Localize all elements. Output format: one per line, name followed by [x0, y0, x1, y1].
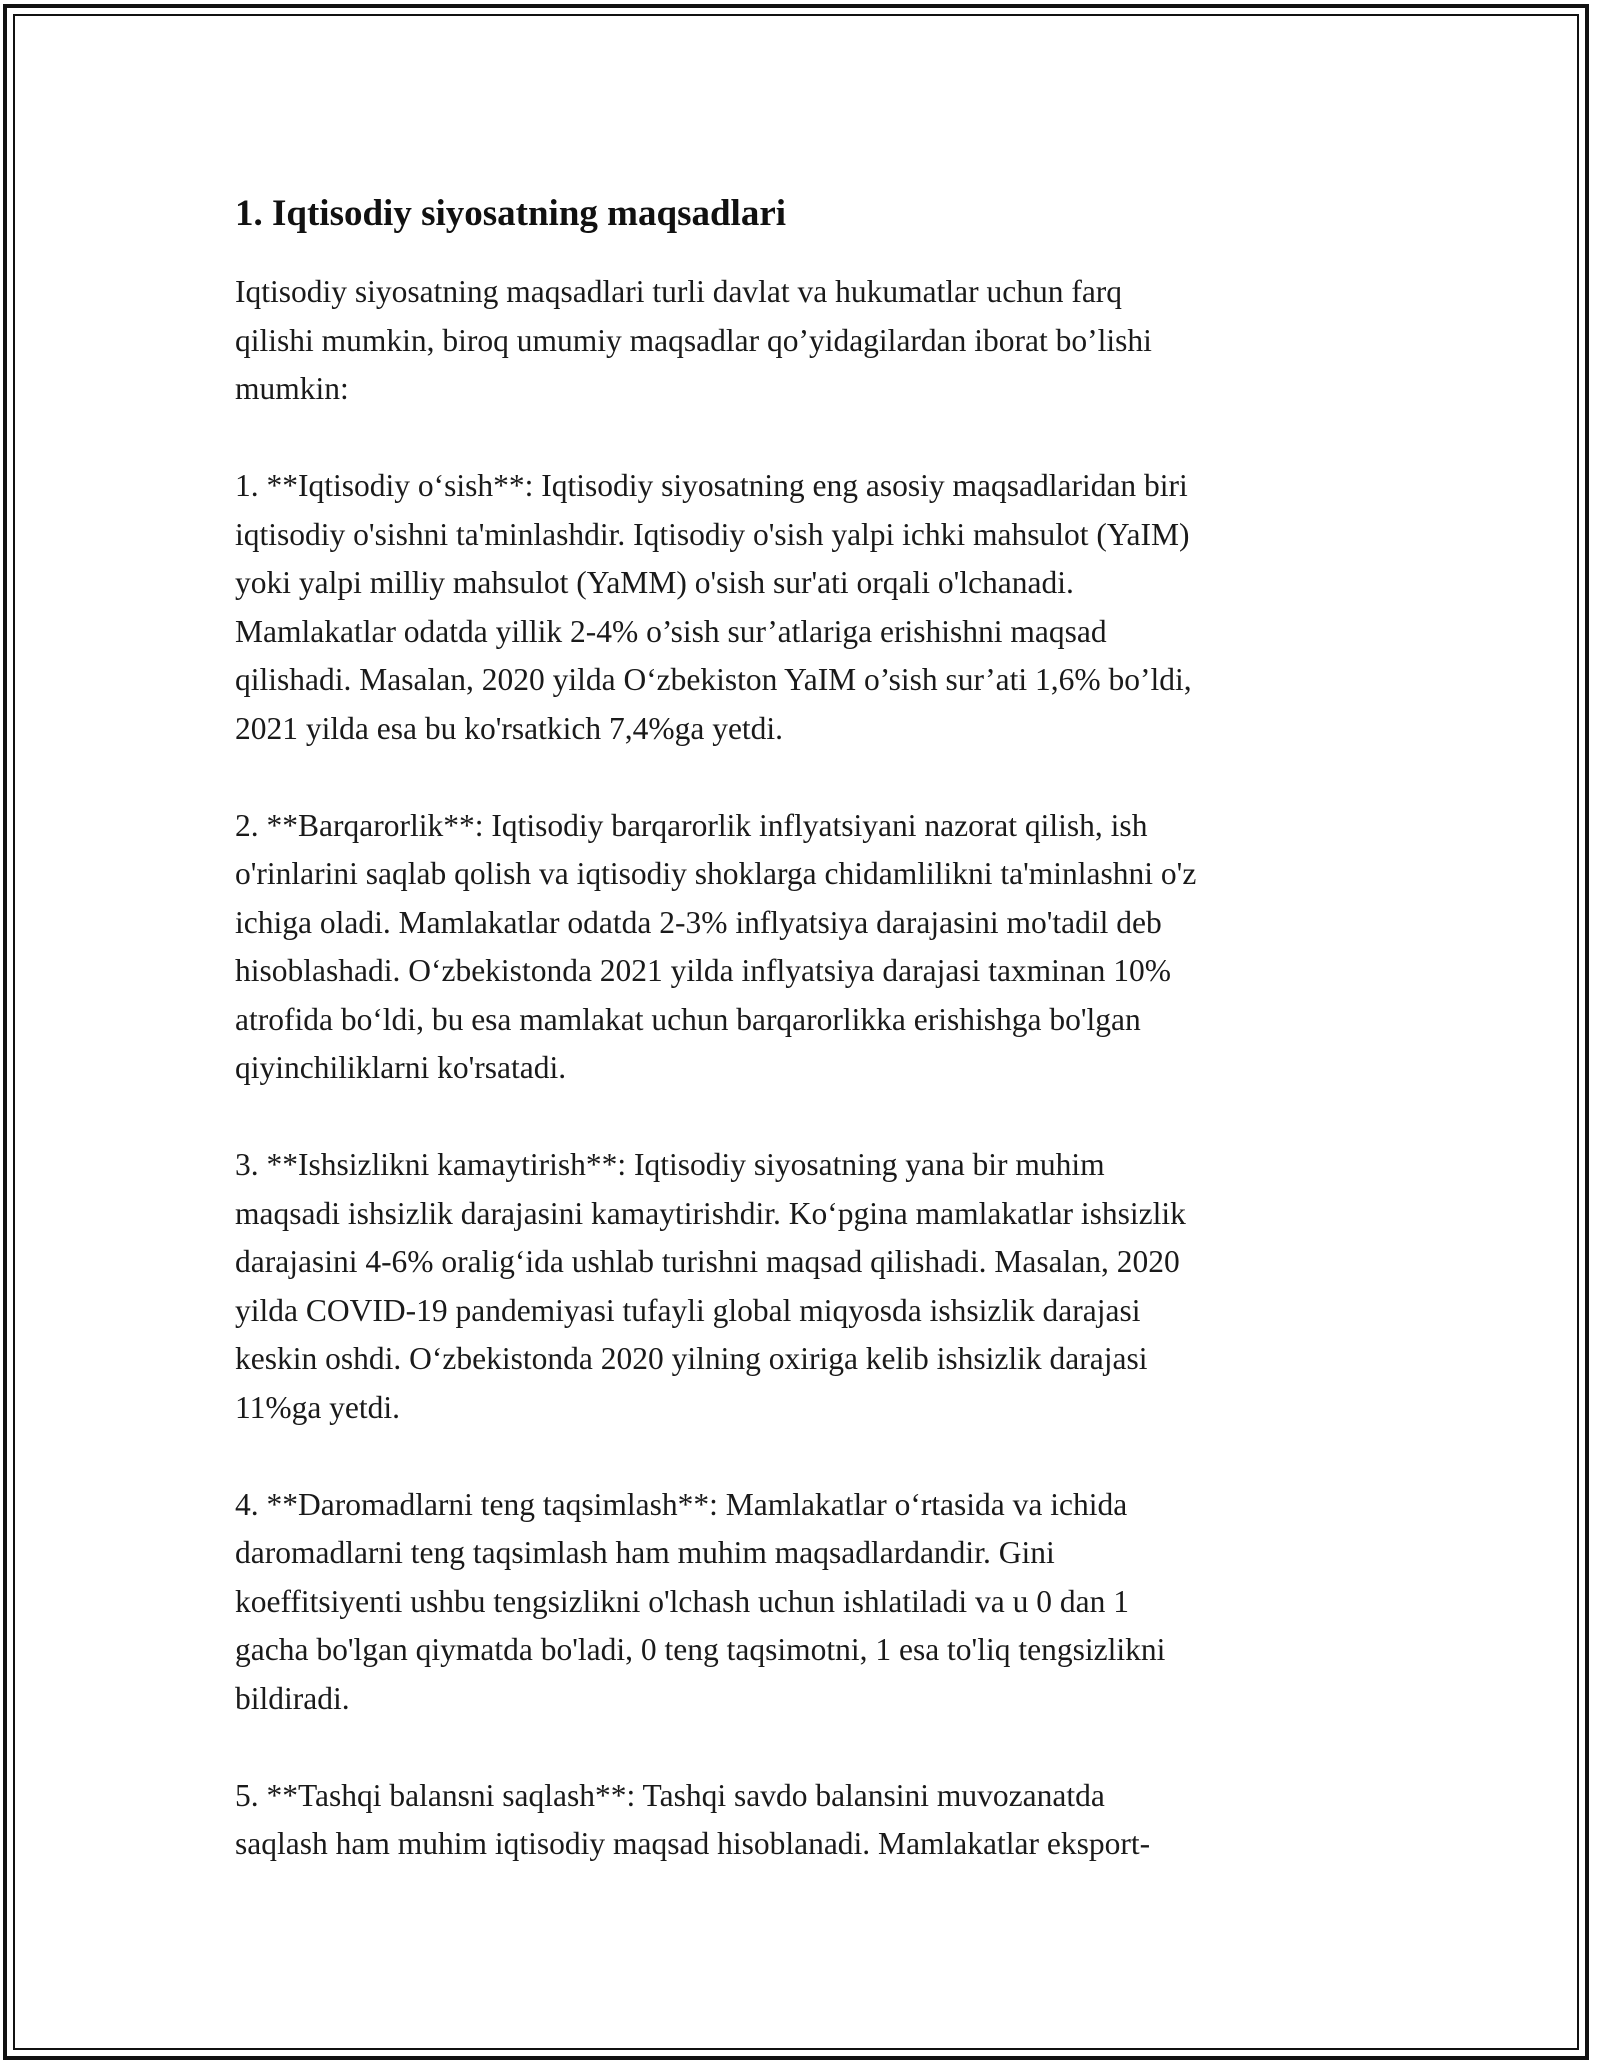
text-line: Iqtisodiy siyosatning maqsadlari turli davlat va hukumatlar uchun farq: [235, 274, 1123, 309]
text-line: mumkin:: [235, 371, 349, 406]
document-body: [235, 190, 1365, 1869]
section-heading: 1. Iqtisodiy siyosatning maqsadlari: [235, 193, 787, 234]
text-line: qilishadi. Masalan, 2020 yilda O‘zbekiston YaIM o’sish sur’ati 1,6% bo’ldi,: [235, 662, 1192, 697]
text-line: qilishi mumkin, biroq umumiy maqsadlar qo’yidagilardan iborat bo’lishi: [235, 322, 1152, 358]
text-line: qiyinchiliklarni ko'rsatadi.: [235, 1050, 567, 1085]
text-line: atrofida bo‘ldi, bu esa mamlakat uchun barqarorlikka erishishga bo'lgan: [235, 1001, 1141, 1037]
goal-paragraph-stability: [235, 802, 1365, 1093]
text-line: keskin oshdi. O‘zbekistonda 2020 yilning oxiriga kelib ishsizlik darajasi: [235, 1341, 1148, 1376]
goal-paragraph-income: [235, 1481, 1365, 1724]
text-line: 2021 yilda esa bu ko'rsatkich 7,4%ga yetdi.: [235, 710, 784, 746]
text-line: saqlash ham muhim iqtisodiy maqsad hisoblanadi. Mamlakatlar eksport-: [235, 1826, 1151, 1861]
goal-paragraph-unemployment: [235, 1141, 1365, 1432]
text-line: daromadlarni teng taqsimlash ham muhim maqsadlardandir. Gini: [235, 1535, 1055, 1570]
text-line: 3. **Ishsizlikni kamaytirish**: Iqtisodiy siyosatning yana bir muhim: [235, 1147, 1105, 1182]
goal-paragraph-growth: [235, 462, 1365, 753]
text-line: yilda COVID-19 pandemiyasi tufayli global miqyosda ishsizlik darajasi: [235, 1292, 1141, 1328]
text-line: 2. **Barqarorlik**: Iqtisodiy barqarorlik inflyatsiyani nazorat qilish, ish: [235, 807, 1148, 843]
text-line: 1. **Iqtisodiy o‘sish**: Iqtisodiy siyosatning eng asosiy maqsadlaridan biri: [235, 468, 1188, 503]
text-line: yoki yalpi milliy mahsulot (YaMM) o'sish sur'ati orqali o'lchanadi.: [235, 565, 1074, 600]
text-line: koeffitsiyenti ushbu tengsizlikni o'lchash uchun ishlatiladi va u 0 dan 1: [235, 1583, 1129, 1619]
text-line: ichiga oladi. Mamlakatlar odatda 2-3% inflyatsiya darajasini mo'tadil deb: [235, 904, 1162, 940]
text-line: bildiradi.: [235, 1680, 350, 1716]
text-line: darajasini 4-6% oralig‘ida ushlab turishni maqsad qilishadi. Masalan, 2020: [235, 1244, 1180, 1279]
text-line: iqtisodiy o'sishni ta'minlashdir. Iqtisodiy o'sish yalpi ichki mahsulot (YaIM): [235, 516, 1190, 552]
text-line: 5. **Tashqi balansni saqlash**: Tashqi savdo balansini muvozanatda: [235, 1777, 1105, 1813]
text-line: gacha bo'lgan qiymatda bo'ladi, 0 teng taqsimotni, 1 esa to'liq tengsizlikni: [235, 1632, 1166, 1667]
text-line: 4. **Daromadlarni teng taqsimlash**: Mamlakatlar o‘rtasida va ichida: [235, 1486, 1128, 1522]
text-line: maqsadi ishsizlik darajasini kamaytirishdir. Ko‘pgina mamlakatlar ishsizlik: [235, 1195, 1186, 1231]
text-line: hisoblashadi. O‘zbekistonda 2021 yilda inflyatsiya darajasi taxminan 10%: [235, 953, 1172, 988]
text-line: Mamlakatlar odatda yillik 2-4% o’sish sur’atlariga erishishni maqsad: [235, 613, 1107, 649]
text-line: o'rinlarini saqlab qolish va iqtisodiy shoklarga chidamlilikni ta'minlashni o'z: [235, 856, 1197, 891]
goal-paragraph-external-balance: [235, 1772, 1365, 1869]
text-line: 11%ga yetdi.: [235, 1389, 401, 1425]
intro-paragraph: [235, 268, 1365, 414]
